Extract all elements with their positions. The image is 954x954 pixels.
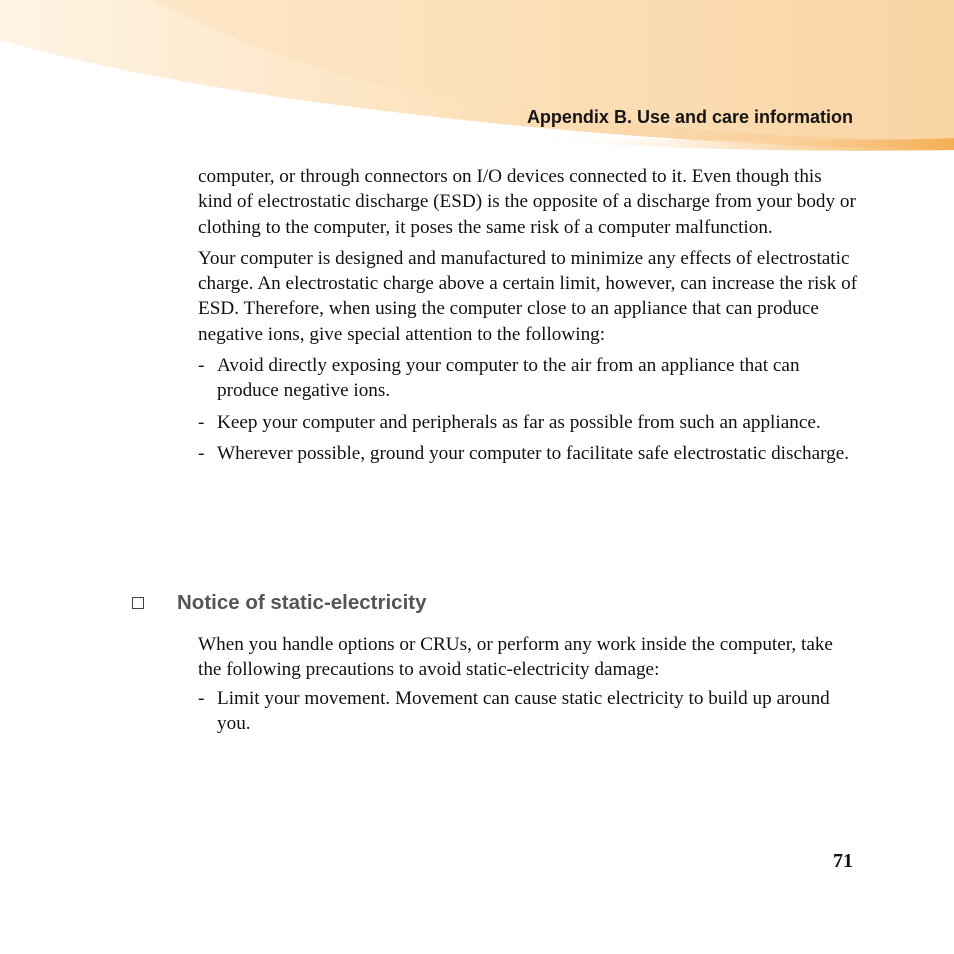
section-heading-text: Notice of static-electricity <box>177 591 427 614</box>
bullet-marker: - <box>198 442 205 464</box>
section-body <box>198 632 858 742</box>
page-number: 71 <box>833 850 853 872</box>
list-item <box>198 686 858 737</box>
list-item-text: Avoid directly exposing your computer to the air from an appliance that can produce negative ions. <box>217 355 800 402</box>
list-item <box>198 353 858 404</box>
square-bullet-icon <box>132 597 144 609</box>
running-header: Appendix B. Use and care information <box>526 107 853 127</box>
list-item <box>198 410 858 435</box>
paragraph: When you handle options or CRUs, or perform any work inside the computer, take the following precautions to avoid static-electricity damage: <box>198 634 833 681</box>
bullet-marker: - <box>198 411 205 433</box>
paragraph: Your computer is designed and manufactured to minimize any effects of electrostatic charge. An electrostatic charge above a certain limit, however, can increase the risk of ESD. Therefore, when using the computer close to an appliance that can produce negative ions, give special attention to the following: <box>198 247 858 345</box>
bullet-marker: - <box>198 355 205 377</box>
list-item-text: Wherever possible, ground your computer to facilitate safe electrostatic discharge. <box>217 442 850 464</box>
list-item-text: Keep your computer and peripherals as far as possible from such an appliance. <box>217 411 821 433</box>
list-item-text: Limit your movement. Movement can cause static electricity to build up around you. <box>217 687 830 734</box>
bullet-list <box>198 686 858 737</box>
paragraph: computer, or through connectors on I/O devices connected to it. Even though this kind of electrostatic discharge (ESD) is the opposite of a discharge from your body or clothing to the computer, it poses the same risk of a computer malfunction. <box>198 166 856 238</box>
body-text <box>198 164 858 472</box>
bullet-list <box>198 353 858 466</box>
static-electricity-section <box>130 590 858 734</box>
section-heading <box>130 590 858 616</box>
bullet-marker: - <box>198 687 205 709</box>
list-item <box>198 441 858 466</box>
header-decoration <box>0 0 954 160</box>
